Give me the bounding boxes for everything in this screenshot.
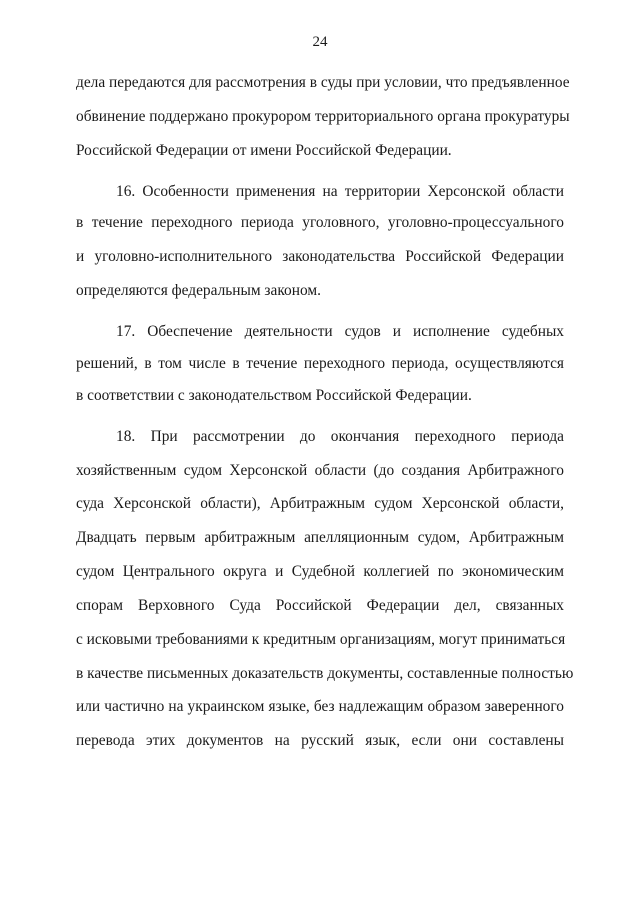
text-line: 17. Обеспечение деятельности судов и исполнение судебных: [116, 323, 564, 340]
text-line: Российской Федерации от имени Российской Федерации.: [76, 142, 452, 159]
text-line: Двадцать первым арбитражным апелляционным судом, Арбитражным: [76, 529, 564, 546]
text-line: обвинение поддержано прокурором территориального органа прокуратуры: [76, 108, 570, 125]
text-line: определяются федеральным законом.: [76, 282, 321, 299]
text-line: перевода этих документов на русский язык, если они составлены: [76, 732, 564, 749]
text-line: и уголовно-исполнительного законодательства Российской Федерации: [76, 248, 564, 265]
text-line: спорам Верховного Суда Российской Федерации дел, связанных: [76, 597, 564, 614]
text-line: дела передаются для рассмотрения в суды при условии, что предъявленное: [76, 74, 570, 91]
text-line: в соответствии с законодательством Российской Федерации.: [76, 387, 472, 404]
text-line: в качестве письменных доказательств документы, составленные полностью: [76, 665, 574, 682]
text-line: 18. При рассмотрении до окончания переходного периода: [116, 428, 564, 445]
text-line: хозяйственным судом Херсонской области (до создания Арбитражного: [76, 462, 564, 479]
text-line: или частично на украинском языке, без надлежащим образом заверенного: [76, 698, 564, 715]
text-line: судом Центрального округа и Судебной коллегией по экономическим: [76, 563, 564, 580]
page-number: 24: [312, 34, 328, 50]
text-line: с исковыми требованиями к кредитным организациям, могут приниматься: [76, 631, 566, 648]
text-line: 16. Особенности применения на территории Херсонской области: [116, 183, 564, 200]
text-line: в течение переходного периода уголовного, уголовно-процессуального: [76, 214, 564, 231]
text-line: суда Херсонской области), Арбитражным судом Херсонской области,: [76, 495, 564, 512]
text-line: решений, в том числе в течение переходного периода, осуществляются: [76, 355, 564, 372]
